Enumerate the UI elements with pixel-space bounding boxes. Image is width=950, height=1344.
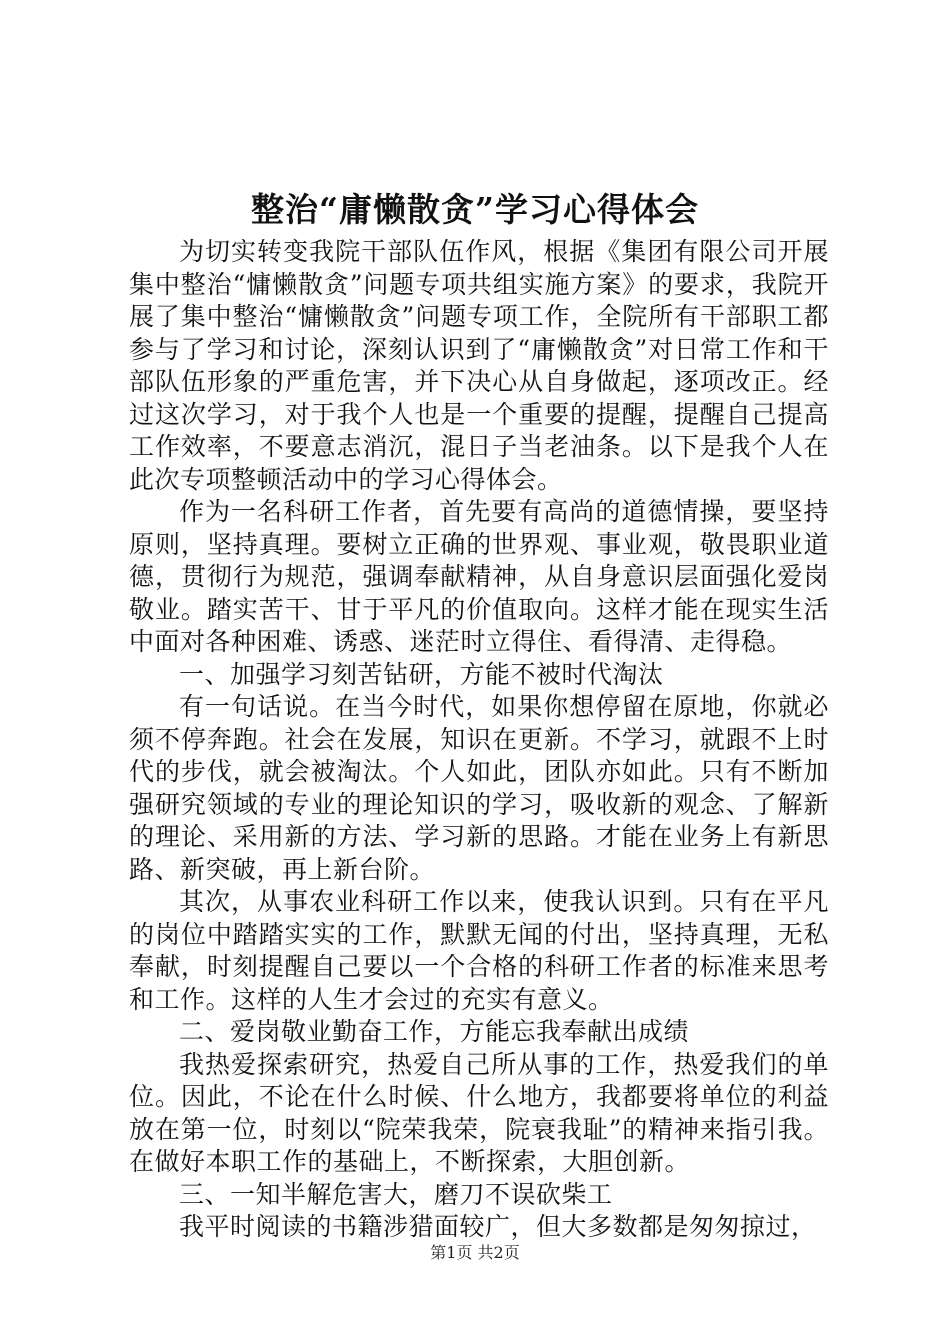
document-title: 整治“庸懒散贪”学习心得体会 xyxy=(251,190,699,229)
paragraph: 作为一名科研工作者，首先要有高尚的道德情操，要坚持原则，坚持真理。要树立正确的世界观、事业观，敬畏职业道德，贯彻行为规范，强调奉献精神，从自身意识层面强化爱岗敬业。踏实苦干、甘于平凡的价值取向。这样才能在现实生活中面对各种困难、诱惑、迷茫时立得住、看得清、走得稳。 xyxy=(129,497,829,656)
paragraph: 我热爱探索研究，热爱自己所从事的工作，热爱我们的单位。因此，不论在什么时候、什么地方，我都要将单位的利益放在第一位，时刻以“院荣我荣，院衰我耻”的精神来指引我。在做好本职工作的基础上，不断探索，大胆创新。 xyxy=(129,1049,829,1176)
document-body xyxy=(129,236,829,1244)
paragraph: 我平时阅读的书籍涉猎面较广，但大多数都是匆匆掠过， xyxy=(179,1212,817,1241)
section-heading: 一、加强学习刻苦钻研，方能不被时代淘汰 xyxy=(179,659,664,689)
paragraph: 其次，从事农业科研工作以来，使我认识到。只有在平凡的岗位中踏踏实实的工作，默默无闻的付出，坚持真理，无私奉献，时刻提醒自己要以一个合格的科研工作者的标准来思考和工作。这样的人生才会过的充实有意义。 xyxy=(129,887,829,1014)
section-heading: 二、爱岗敬业勤奋工作，方能忘我奉献出成绩 xyxy=(179,1017,690,1046)
section-heading: 三、一知半解危害大，磨刀不误砍柴工 xyxy=(179,1179,613,1209)
page-number-footer: 第1页 共2页 xyxy=(430,1243,520,1262)
paragraph: 为切实转变我院干部队伍作风，根据《集团有限公司开展集中整治“慵懒散贪”问题专项共组实施方案》的要求，我院开展了集中整治“慵懒散贪”问题专项工作，全院所有干部职工都参与了学习和讨论，深刻认识到了“庸懒散贪”对日常工作和干部队伍形象的严重危害，并下决心从自身做起，逐项改正。经过这次学习，对于我个人也是一个重要的提醒，提醒自己提高工作效率，不要意志消沉，混日子当老油条。以下是我个人在此次专项整顿活动中的学习心得体会。 xyxy=(129,237,829,494)
paragraph: 有一句话说。在当今时代，如果你想停留在原地，你就必须不停奔跑。社会在发展，知识在更新。不学习，就跟不上时代的步伐，就会被淘汰。个人如此，团队亦如此。只有不断加强研究领域的专业的理论知识的学习，吸收新的观念、了解新的理论、采用新的方法、学习新的思路。才能在业务上有新思路、新突破，再上新台阶。 xyxy=(129,692,829,884)
